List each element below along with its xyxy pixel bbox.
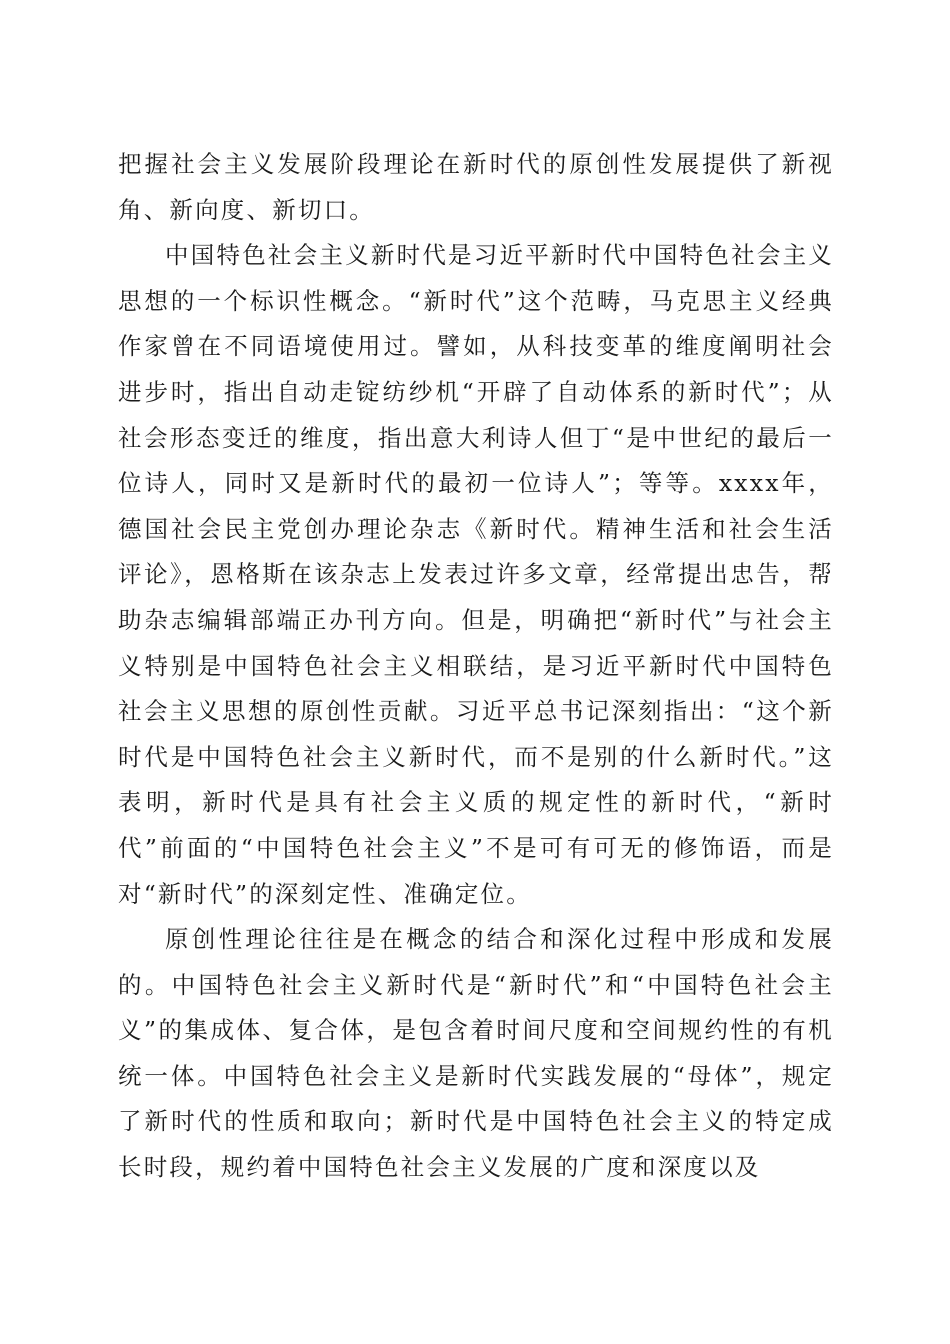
paragraph: 中国特色社会主义新时代是习近平新时代中国特色社会主义思想的一个标识性概念。“新时代”这个范畴，马克思主义经典作家曾在不同语境使用过。譬如，从科技变革的维度阐明社会进步时，指出自动走锭纺纱机“开辟了自动体系的新时代”；从社会形态变迁的维度，指出意大利诗人但丁“是中世纪的最后一位诗人，同时又是新时代的最初一位诗人”；等等。xxxx年，德国社会民主党创办理论杂志《新时代。精神生活和社会生活评论》，恩格斯在该杂志上发表过许多文章，经常提出忠告，帮助杂志编辑部端正办刊方向。但是，明确把“新时代”与社会主义特别是中国特色社会主义相联结，是习近平新时代中国特色社会主义思想的原创性贡献。习近平总书记深刻指出：“这个新时代是中国特色社会主义新时代，而不是别的什么新时代。”这表明，新时代是具有社会主义质的规定性的新时代，“新时代”前面的“中国特色社会主义”不是可有可无的修饰语，而是对“新时代”的深刻定性、准确定位。 <box>118 241 834 908</box>
paragraph-continuation: 把握社会主义发展阶段理论在新时代的原创性发展提供了新视角、新向度、新切口。 <box>118 150 834 224</box>
paragraph: 原创性理论往往是在概念的结合和深化过程中形成和发展的。中国特色社会主义新时代是“新时代”和“中国特色社会主义”的集成体、复合体，是包含着时间尺度和空间规约性的有机统一体。中国特色社会主义是新时代实践发展的“母体”，规定了新时代的性质和取向；新时代是中国特色社会主义的特定成长时段，规约着中国特色社会主义发展的广度和深度以及 <box>118 925 834 1182</box>
body-text <box>118 142 834 1191</box>
